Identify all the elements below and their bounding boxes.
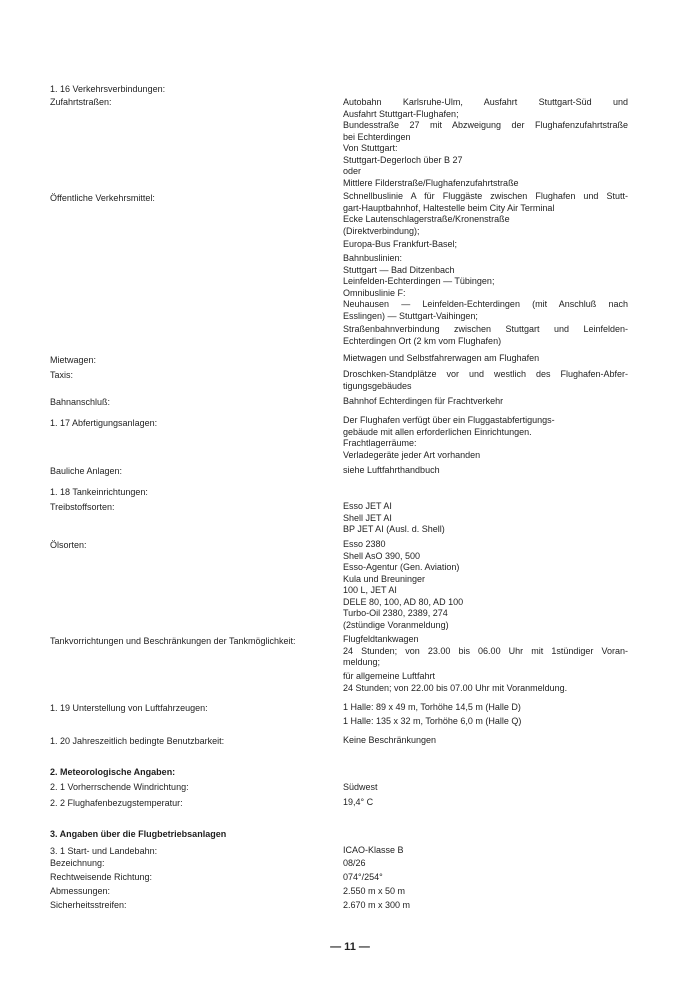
text-line: Europa-Bus Frankfurt-Basel; — [343, 239, 458, 249]
text-line: 2.550 m x 50 m — [343, 886, 406, 896]
label-tankeinrichtungen: 1. 18 Tankeinrichtungen: — [50, 487, 148, 497]
text-line: Droschken-Standplätze vor und westlich des Flughafen-Abfer- — [343, 369, 628, 379]
text-line: Bahnhof Echterdingen für Frachtverkehr — [343, 396, 504, 406]
text-line: gebäude mit allen erforderlichen Einrichtungen. — [343, 426, 532, 437]
heading-meteorologische-angaben: 2. Meteorologische Angaben: — [50, 767, 176, 777]
text-line: Echterdingen Ort (2 km vom Flughafen) — [343, 335, 502, 346]
label-windrichtung: 2. 1 Vorherrschende Windrichtung: — [50, 782, 189, 792]
text-line: Stuttgart-Degerloch über B 27 — [343, 154, 463, 165]
text-line: Kula und Breuninger — [343, 573, 426, 584]
text-line: Esslingen) — Stuttgart-Vaihingen; — [343, 310, 478, 321]
text-line: (Direktverbindung); — [343, 225, 420, 236]
value-taxis — [343, 369, 628, 392]
text-line: Bundesstraße 27 mit Abzweigung der Flughafenzufahrtstraße — [343, 120, 628, 130]
label-tankvorrichtungen: Tankvorrichtungen und Beschränkungen der Tankmöglichkeit: — [50, 636, 296, 646]
value-bahnanschluss — [343, 396, 628, 408]
text-line: gart-Hauptbahnhof, Haltestelle beim City Air Terminal — [343, 202, 555, 213]
text-line: 24 Stunden; von 23.00 bis 06.00 Uhr mit 1stündiger Voran- — [343, 645, 628, 656]
text-line: Autobahn Karlsruhe-Ulm, Ausfahrt Stuttgart-Süd und — [343, 97, 628, 107]
value-rechtweisende-richtung — [343, 872, 628, 884]
value-sicherheitsstreifen — [343, 900, 628, 912]
label-bezugstemperatur: 2. 2 Flughafenbezugstemperatur: — [50, 798, 183, 808]
label-bezeichnung: Bezeichnung: — [50, 858, 105, 868]
text-line: Ausfahrt Stuttgart-Flughafen; — [343, 108, 459, 119]
value-bezeichnung — [343, 858, 628, 870]
text-line: für allgemeine Luftfahrt — [343, 671, 436, 681]
text-line: 2.670 m x 300 m — [343, 900, 411, 910]
text-line: tigungsgebäudes — [343, 380, 412, 391]
value-abmessungen — [343, 886, 628, 898]
text-line: siehe Luftfahrthandbuch — [343, 465, 440, 475]
value-windrichtung — [343, 782, 628, 794]
text-line: Südwest — [343, 782, 378, 792]
label-bauliche-anlagen: Bauliche Anlagen: — [50, 466, 123, 476]
text-line: Der Flughafen verfügt über ein Fluggastabfertigungs- — [343, 415, 555, 425]
text-line: Leinfelden-Echterdingen — Tübingen; — [343, 276, 495, 286]
label-zufahrtstrassen: Zufahrtstraßen: — [50, 97, 112, 107]
text-line: Verladegeräte jeder Art vorhanden — [343, 449, 481, 460]
label-abmessungen: Abmessungen: — [50, 886, 111, 896]
text-line: 19,4° C — [343, 797, 374, 807]
text-line: Esso JET AI — [343, 501, 392, 511]
value-oeffentliche-2 — [343, 239, 628, 251]
label-verkehrsverbindungen: 1. 16 Verkehrsverbindungen: — [50, 84, 166, 94]
text-line: Mittlere Filderstraße/Flughafenzufahrtstraße — [343, 177, 519, 188]
text-line: oder — [343, 166, 362, 176]
text-line: Shell JET AI — [343, 512, 392, 523]
text-line: Ecke Lautenschlagerstraße/Kronenstraße — [343, 214, 510, 224]
text-line: Shell AsO 390, 500 — [343, 550, 421, 561]
text-line: BP JET AI (Ausl. d. Shell) — [343, 524, 445, 534]
value-treibstoffsorten — [343, 501, 628, 536]
text-line: Neuhausen — Leinfelden-Echterdingen (mit Anschluß nach — [343, 299, 628, 309]
text-line: Schnellbuslinie A für Fluggäste zwischen Flughafen und Stutt- — [343, 191, 628, 201]
value-tankvorrichtungen-2 — [343, 671, 628, 694]
value-unterstellung-1 — [343, 702, 628, 714]
text-line: 100 L, JET AI — [343, 585, 397, 595]
text-line: Stuttgart — Bad Ditzenbach — [343, 264, 455, 275]
text-line: Esso-Agentur (Gen. Aviation) — [343, 562, 460, 572]
text-line: meldung; — [343, 657, 381, 667]
value-jahreszeitlich — [343, 735, 628, 747]
value-abfertigungsanlagen — [343, 415, 628, 461]
label-bahnanschluss: Bahnanschluß: — [50, 397, 111, 407]
text-line: Mietwagen und Selbstfahrerwagen am Flughafen — [343, 353, 540, 363]
label-mietwagen: Mietwagen: — [50, 355, 97, 365]
text-line: 1 Halle: 135 x 32 m, Torhöhe 6,0 m (Halle Q) — [343, 716, 522, 726]
text-line: Bahnbuslinien: — [343, 253, 403, 263]
label-start-landebahn: 3. 1 Start- und Landebahn: — [50, 846, 158, 856]
label-unterstellung: 1. 19 Unterstellung von Luftfahrzeugen: — [50, 703, 208, 713]
text-line: Straßenbahnverbindung zwischen Stuttgart und Leinfelden- — [343, 324, 628, 334]
text-line: ICAO-Klasse B — [343, 845, 404, 855]
text-line: 1 Halle: 89 x 49 m, Torhöhe 14,5 m (Halle D) — [343, 702, 521, 712]
value-oeffentliche-3 — [343, 253, 628, 322]
value-mietwagen — [343, 353, 628, 365]
label-abfertigungsanlagen: 1. 17 Abfertigungsanlagen: — [50, 418, 158, 428]
value-zufahrtstrassen — [343, 97, 628, 189]
value-start-landebahn — [343, 845, 628, 857]
text-line: Keine Beschränkungen — [343, 735, 437, 745]
label-oelsorten: Ölsorten: — [50, 540, 87, 550]
label-sicherheitsstreifen: Sicherheitsstreifen: — [50, 900, 127, 910]
label-jahreszeitlich: 1. 20 Jahreszeitlich bedingte Benutzbarkeit: — [50, 736, 225, 746]
text-line: 074°/254° — [343, 872, 383, 882]
page-number: — 11 — — [330, 941, 370, 953]
text-line: Omnibuslinie F: — [343, 287, 406, 298]
label-taxis: Taxis: — [50, 370, 74, 380]
text-line: Esso 2380 — [343, 539, 386, 549]
text-line: Turbo-Oil 2380, 2389, 274 — [343, 608, 448, 618]
value-bauliche-anlagen — [343, 465, 628, 477]
text-line: Frachtlagerräume: — [343, 438, 417, 448]
label-oeffentliche-verkehrsmittel: Öffentliche Verkehrsmittel: — [50, 193, 155, 203]
heading-flugbetriebsanlagen: 3. Angaben über die Flugbetriebsanlagen — [50, 829, 227, 839]
value-tankvorrichtungen-1 — [343, 634, 628, 669]
text-line: 24 Stunden; von 22.00 bis 07.00 Uhr mit Voranmeldung. — [343, 682, 568, 693]
value-unterstellung-2 — [343, 716, 628, 728]
text-line: DELE 80, 100, AD 80, AD 100 — [343, 596, 464, 607]
value-oelsorten — [343, 539, 628, 631]
label-treibstoffsorten: Treibstoffsorten: — [50, 502, 115, 512]
label-rechtweisende-richtung: Rechtweisende Richtung: — [50, 872, 153, 882]
value-bezugstemperatur — [343, 797, 628, 809]
text-line: 08/26 — [343, 858, 366, 868]
value-oeffentliche-4 — [343, 324, 628, 347]
value-oeffentliche-1 — [343, 191, 628, 237]
text-line: Flugfeldtankwagen — [343, 634, 419, 644]
text-line: bei Echterdingen — [343, 131, 411, 142]
text-line: (2stündige Voranmeldung) — [343, 619, 449, 630]
text-line: Von Stuttgart: — [343, 143, 398, 153]
